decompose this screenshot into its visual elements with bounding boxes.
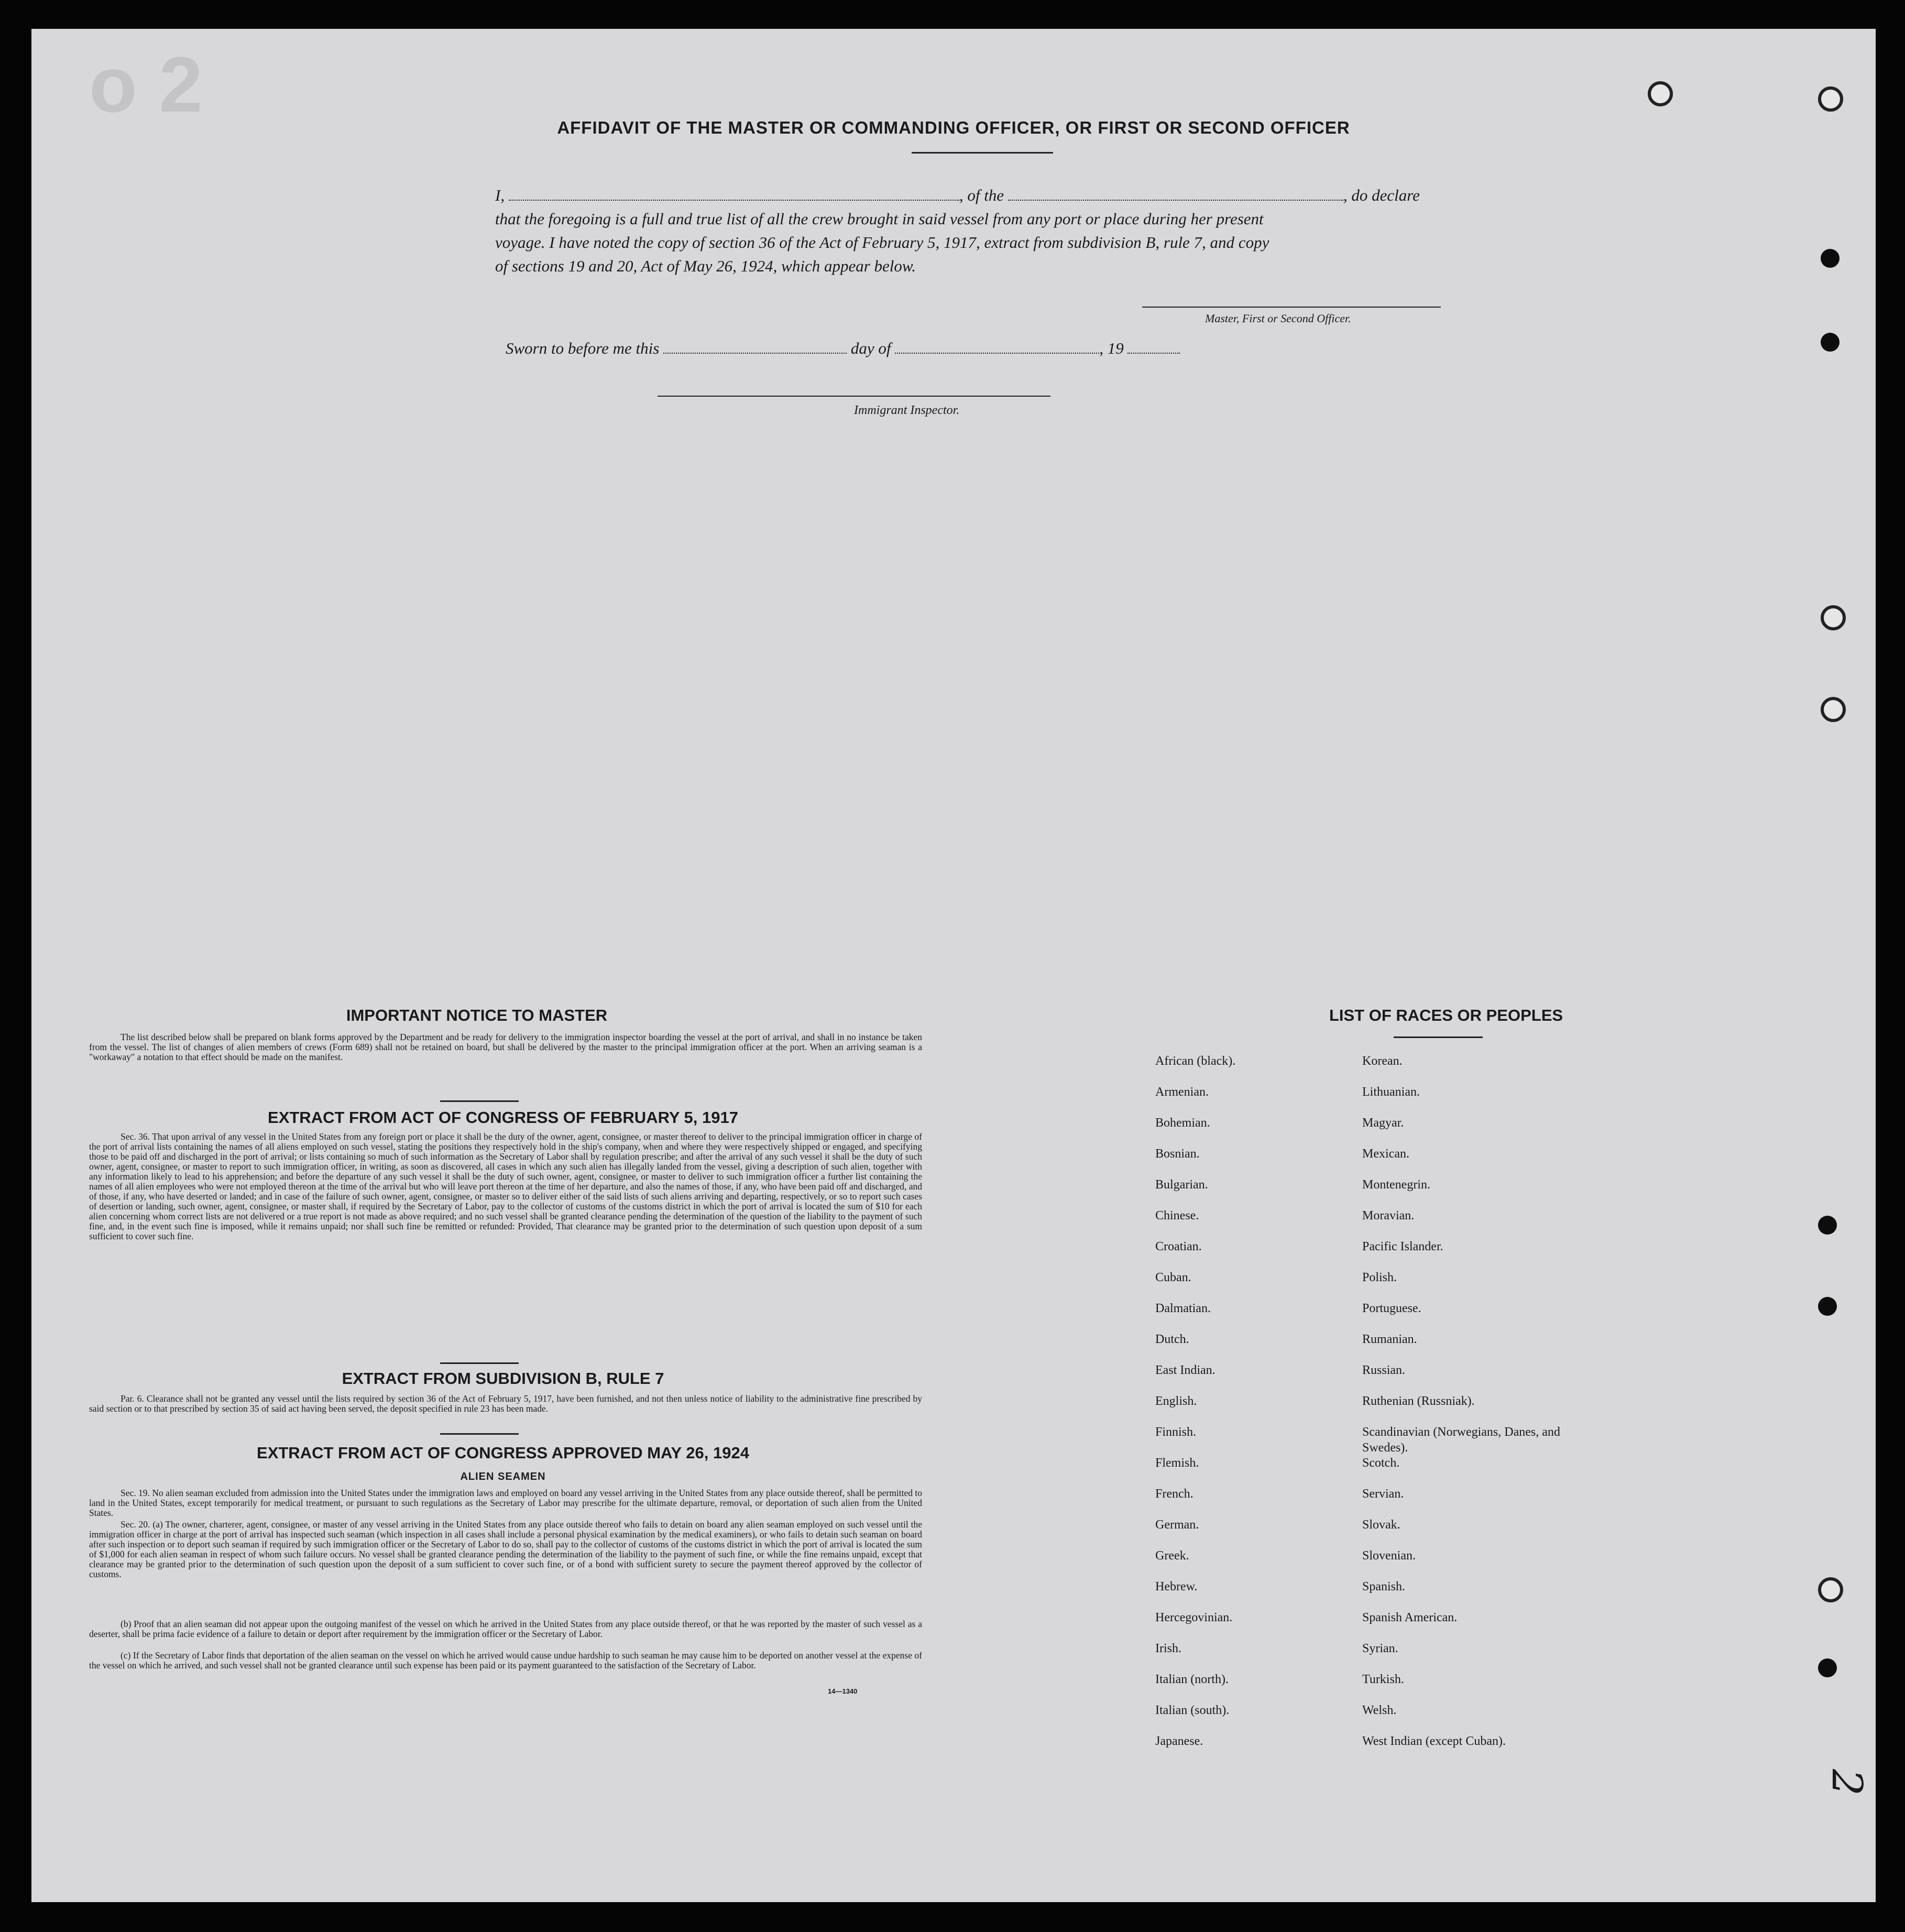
sec19-text: Sec. 19. No alien seaman excluded from admission into the United States under the immigration laws and employed on board any vessel arriving in the United States from any place outside thereof, shall be permitted to land in the United States, except temporarily for medical treatment, or pursuant to such regulations as the Secretary of Labor may prescribe for the ultimate departure, removal, or deportation of such alien from the United States. [89,1488,922,1518]
race-item: Finnish. [1155,1425,1197,1439]
sworn-day-blank [663,337,847,354]
binder-hole [1821,333,1840,352]
race-item: German. [1155,1518,1199,1532]
extract-1917-title: EXTRACT FROM ACT OF CONGRESS OF FEBRUARY 5, 1917 [268,1108,738,1127]
sworn-year-blank [1127,337,1180,354]
race-item: Hercegovinian. [1155,1611,1233,1624]
notice-text: The list described below shall be prepared on blank forms approved by the Department and be ready for delivery to the immigration inspector boarding the vessel at the port of arrival, and shall in no instance be taken from the vessel. The list of changes of alien members of crews (Form 689) shall not be retained on board, but shall be delivered by the master to the principal immigration officer at the port. When an arriving seaman is a "workaway" a notation to that effect should be made on the manifest. [89,1032,922,1062]
race-item: Montenegrin. [1362,1178,1430,1192]
master-name-blank [509,184,959,201]
race-item: Hebrew. [1155,1580,1198,1593]
binder-hole [1818,1216,1837,1235]
race-item: Japanese. [1155,1734,1203,1748]
race-item: Servian. [1362,1487,1404,1501]
race-item: African (black). [1155,1054,1236,1068]
race-item: Cuban. [1155,1271,1191,1284]
race-item: West Indian (except Cuban). [1362,1734,1506,1748]
race-item: Rumanian. [1362,1333,1417,1346]
race-item: Turkish. [1362,1673,1404,1686]
divider [440,1433,519,1435]
binder-hole [1648,81,1673,106]
race-item: Slovenian. [1362,1549,1416,1563]
race-item: Mexican. [1362,1147,1409,1161]
race-item: Polish. [1362,1271,1397,1284]
affidavit-title-wrap [31,118,1876,138]
form-number: 14—1340 [828,1687,858,1695]
race-item: Korean. [1362,1054,1403,1068]
race-item: Croatian. [1155,1240,1202,1253]
divider [912,152,1053,154]
binder-hole [1818,1577,1843,1602]
race-item: Irish. [1155,1642,1181,1655]
race-item: Lithuanian. [1362,1085,1420,1099]
race-item: Welsh. [1362,1704,1397,1717]
binder-hole [1821,249,1840,268]
affidavit-line-1 [495,183,1519,207]
race-item: Flemish. [1155,1456,1199,1470]
races-left-column [1155,1053,1344,1764]
race-item: East Indian. [1155,1363,1216,1377]
affidavit-of-the: , of the [959,186,1004,204]
race-item: English. [1155,1394,1197,1408]
rule7-title: EXTRACT FROM SUBDIVISION B, RULE 7 [342,1369,664,1388]
sec20a-text: Sec. 20. (a) The owner, charterer, agent, consignee, or master of any vessel arriving in the United States from any place outside thereof who fails to detain on board any alien seaman employed on such vessel until the immigration officer in charge at the port of arrival has inspected such seaman (which inspection in all cases shall include a personal physical examination by the medical examiners), or who fails to detain such seaman on board after such inspection or to deport such seaman if required by such immigration officer or the Secretary of Labor to do so, shall pay to the collector of customs of the customs district in which the port of arrival is located the sum of $1,000 for each alien seaman in respect of whom such failure occurs. No vessel shall be granted clearance pending the determination of the liability to the payment of such fine, or while the fine remains unpaid, except that clearance may be granted prior to the determination of such question upon the deposit of a sum sufficient to cover such fine, or of a bond with sufficient surety to secure the payment thereof approved by the collector of customs. [89,1519,922,1579]
race-item: Scotch. [1362,1456,1400,1470]
affidavit-title: AFFIDAVIT OF THE MASTER OR COMMANDING OFFICER, OR FIRST OR SECOND OFFICER [557,118,1350,137]
races-right-column [1362,1053,1608,1764]
race-item: Italian (south). [1155,1704,1230,1717]
binder-hole [1818,1297,1837,1316]
sworn-before-text: Sworn to before me this [506,339,660,357]
sec20b-text: (b) Proof that an alien seaman did not appear upon the outgoing manifest of the vessel on which he arrived in the United States from any place outside thereof, or that he was reported by the master of such vessel as a deserter, shall be prima facie evidence of a failure to detain or deport after requirement by the immigration officer or the Secretary of Labor. [89,1619,922,1639]
race-item: Dalmatian. [1155,1302,1211,1315]
inspector-signature-line [658,396,1050,397]
race-item: Bohemian. [1155,1116,1210,1130]
sec20c-text: (c) If the Secretary of Labor finds that deportation of the alien seaman on the vessel on which he arrived would cause undue hardship to such seaman he may cause him to be deported on another vessel at the expense of the vessel on which he arrived, and such vessel shall not be granted clearance until such expense has been paid or its payment guaranteed to the satisfaction of the Secretary of Labor. [89,1650,922,1671]
master-signature-line [1142,307,1441,308]
races-title: LIST OF RACES OR PEOPLES [1329,1006,1563,1024]
race-item: Pacific Islander. [1362,1240,1443,1253]
race-item: Greek. [1155,1549,1189,1563]
race-item: Syrian. [1362,1642,1398,1655]
binder-hole [1821,605,1846,630]
affidavit-i: I, [495,186,505,204]
sworn-month-blank [895,337,1099,354]
race-item: Spanish. [1362,1580,1406,1593]
master-signature-caption: Master, First or Second Officer. [1205,312,1351,325]
extract-1924-title: EXTRACT FROM ACT OF CONGRESS APPROVED MAY 26, 1924 [257,1444,749,1462]
extract-1917-text: Sec. 36. That upon arrival of any vessel in the United States from any foreign port or place it shall be the duty of the owner, agent, consignee, or master thereof to deliver to the principal immigration officer in charge of the port of arrival lists containing the names of all aliens employed on such vessel, stating the positions they respectively hold in the ship's company, when and where they were respectively shipped or engaged, and specifying those to be paid off and discharged in the port of arrival; or lists containing so much of such information as the Secretary of Labor shall by regulation prescribe; and after the arrival of any such vessel it shall be the duty of such owner, agent, consignee, or master to report to such immigration officer, in writing, as soon as discovered, all cases in which any such alien has illegally landed from the vessel, giving a description of such alien, together with any information likely to lead to his apprehension; and before the departure of any such vessel it shall be the duty of such owner, agent, consignee, or master to deliver to such immigration officer a further list containing the names of all alien employees who were not employed thereon at the time of the arrival but who will leave port thereon at the time of her departure, and also the names of those, if any, who have been paid off and discharged, and of those, if any, who have deserted or landed; and in case of the failure of such owner, agent, consignee, or master so to deliver either of the said lists of such aliens arriving and departing, respectively, or so to report such cases of desertion or landing, such owner, agent, consignee, or master shall, if required by the Secretary of Labor, pay to the collector of customs of the customs district in which the port of arrival is located the sum of $10 for each alien concerning whom correct lists are not delivered or a true report is not made as above required; and no such vessel shall be granted clearance pending the determination of the question of the liability to the payment of such fine, and, in the event such fine is imposed, while it remains unpaid; nor shall such fine be remitted or refunded: Provided, That clearance may be granted prior to the determination of such question upon deposit of a sum sufficient to cover such fine. [89,1131,922,1241]
race-item: Russian. [1362,1363,1406,1377]
sworn-line [506,337,1180,358]
binder-hole [1821,697,1846,722]
inspector-signature-caption: Immigrant Inspector. [854,403,960,417]
binder-hole [1818,1658,1837,1677]
divider [440,1362,519,1364]
handwritten-page-number: 2 [1822,1769,1871,1796]
year-prefix: , 19 [1099,339,1124,357]
affidavit-line-2: that the foregoing is a full and true list of all the crew brought in said vessel from any port or place during her present [495,210,1264,228]
notice-title: IMPORTANT NOTICE TO MASTER [346,1006,608,1024]
manifest-page [31,29,1876,1902]
race-item: Magyar. [1362,1116,1404,1130]
race-item: Dutch. [1155,1333,1189,1346]
race-item: Scandinavian (Norwegians, Danes, and Swedes). [1362,1425,1560,1455]
vessel-name-blank [1008,184,1343,201]
race-item: Portuguese. [1362,1302,1421,1315]
race-item: Chinese. [1155,1209,1199,1222]
race-item: Italian (north). [1155,1673,1229,1686]
affidavit-body [495,183,1519,278]
race-item: Spanish American. [1362,1611,1458,1624]
affidavit-line-3: voyage. I have noted the copy of section 36 of the Act of February 5, 1917, extract from subdivision B, rule 7, and copy [495,233,1269,252]
show-through-number: o 2 [89,40,203,128]
alien-seamen-subtitle: ALIEN SEAMEN [460,1471,546,1482]
race-item: Armenian. [1155,1085,1209,1099]
affidavit-do-declare: , do declare [1343,186,1420,204]
divider [1394,1036,1483,1038]
binder-hole [1818,86,1843,112]
day-of-text: day of [850,339,891,357]
affidavit-line-4: of sections 19 and 20, Act of May 26, 1924, which appear below. [495,257,916,275]
rule7-text: Par. 6. Clearance shall not be granted any vessel until the lists required by section 36 of the Act of February 5, 1917, have been furnished, and not then unless notice of liability to the administrative fine prescribed by said section or to that prescribed by section 35 of said act having been served, the deposit specified in rule 23 has been made. [89,1393,922,1414]
race-item: Ruthenian (Russniak). [1362,1394,1475,1408]
divider [440,1100,519,1102]
race-item: French. [1155,1487,1194,1501]
race-item: Bosnian. [1155,1147,1200,1161]
race-item: Moravian. [1362,1209,1415,1222]
race-item: Slovak. [1362,1518,1400,1532]
race-item: Bulgarian. [1155,1178,1208,1192]
